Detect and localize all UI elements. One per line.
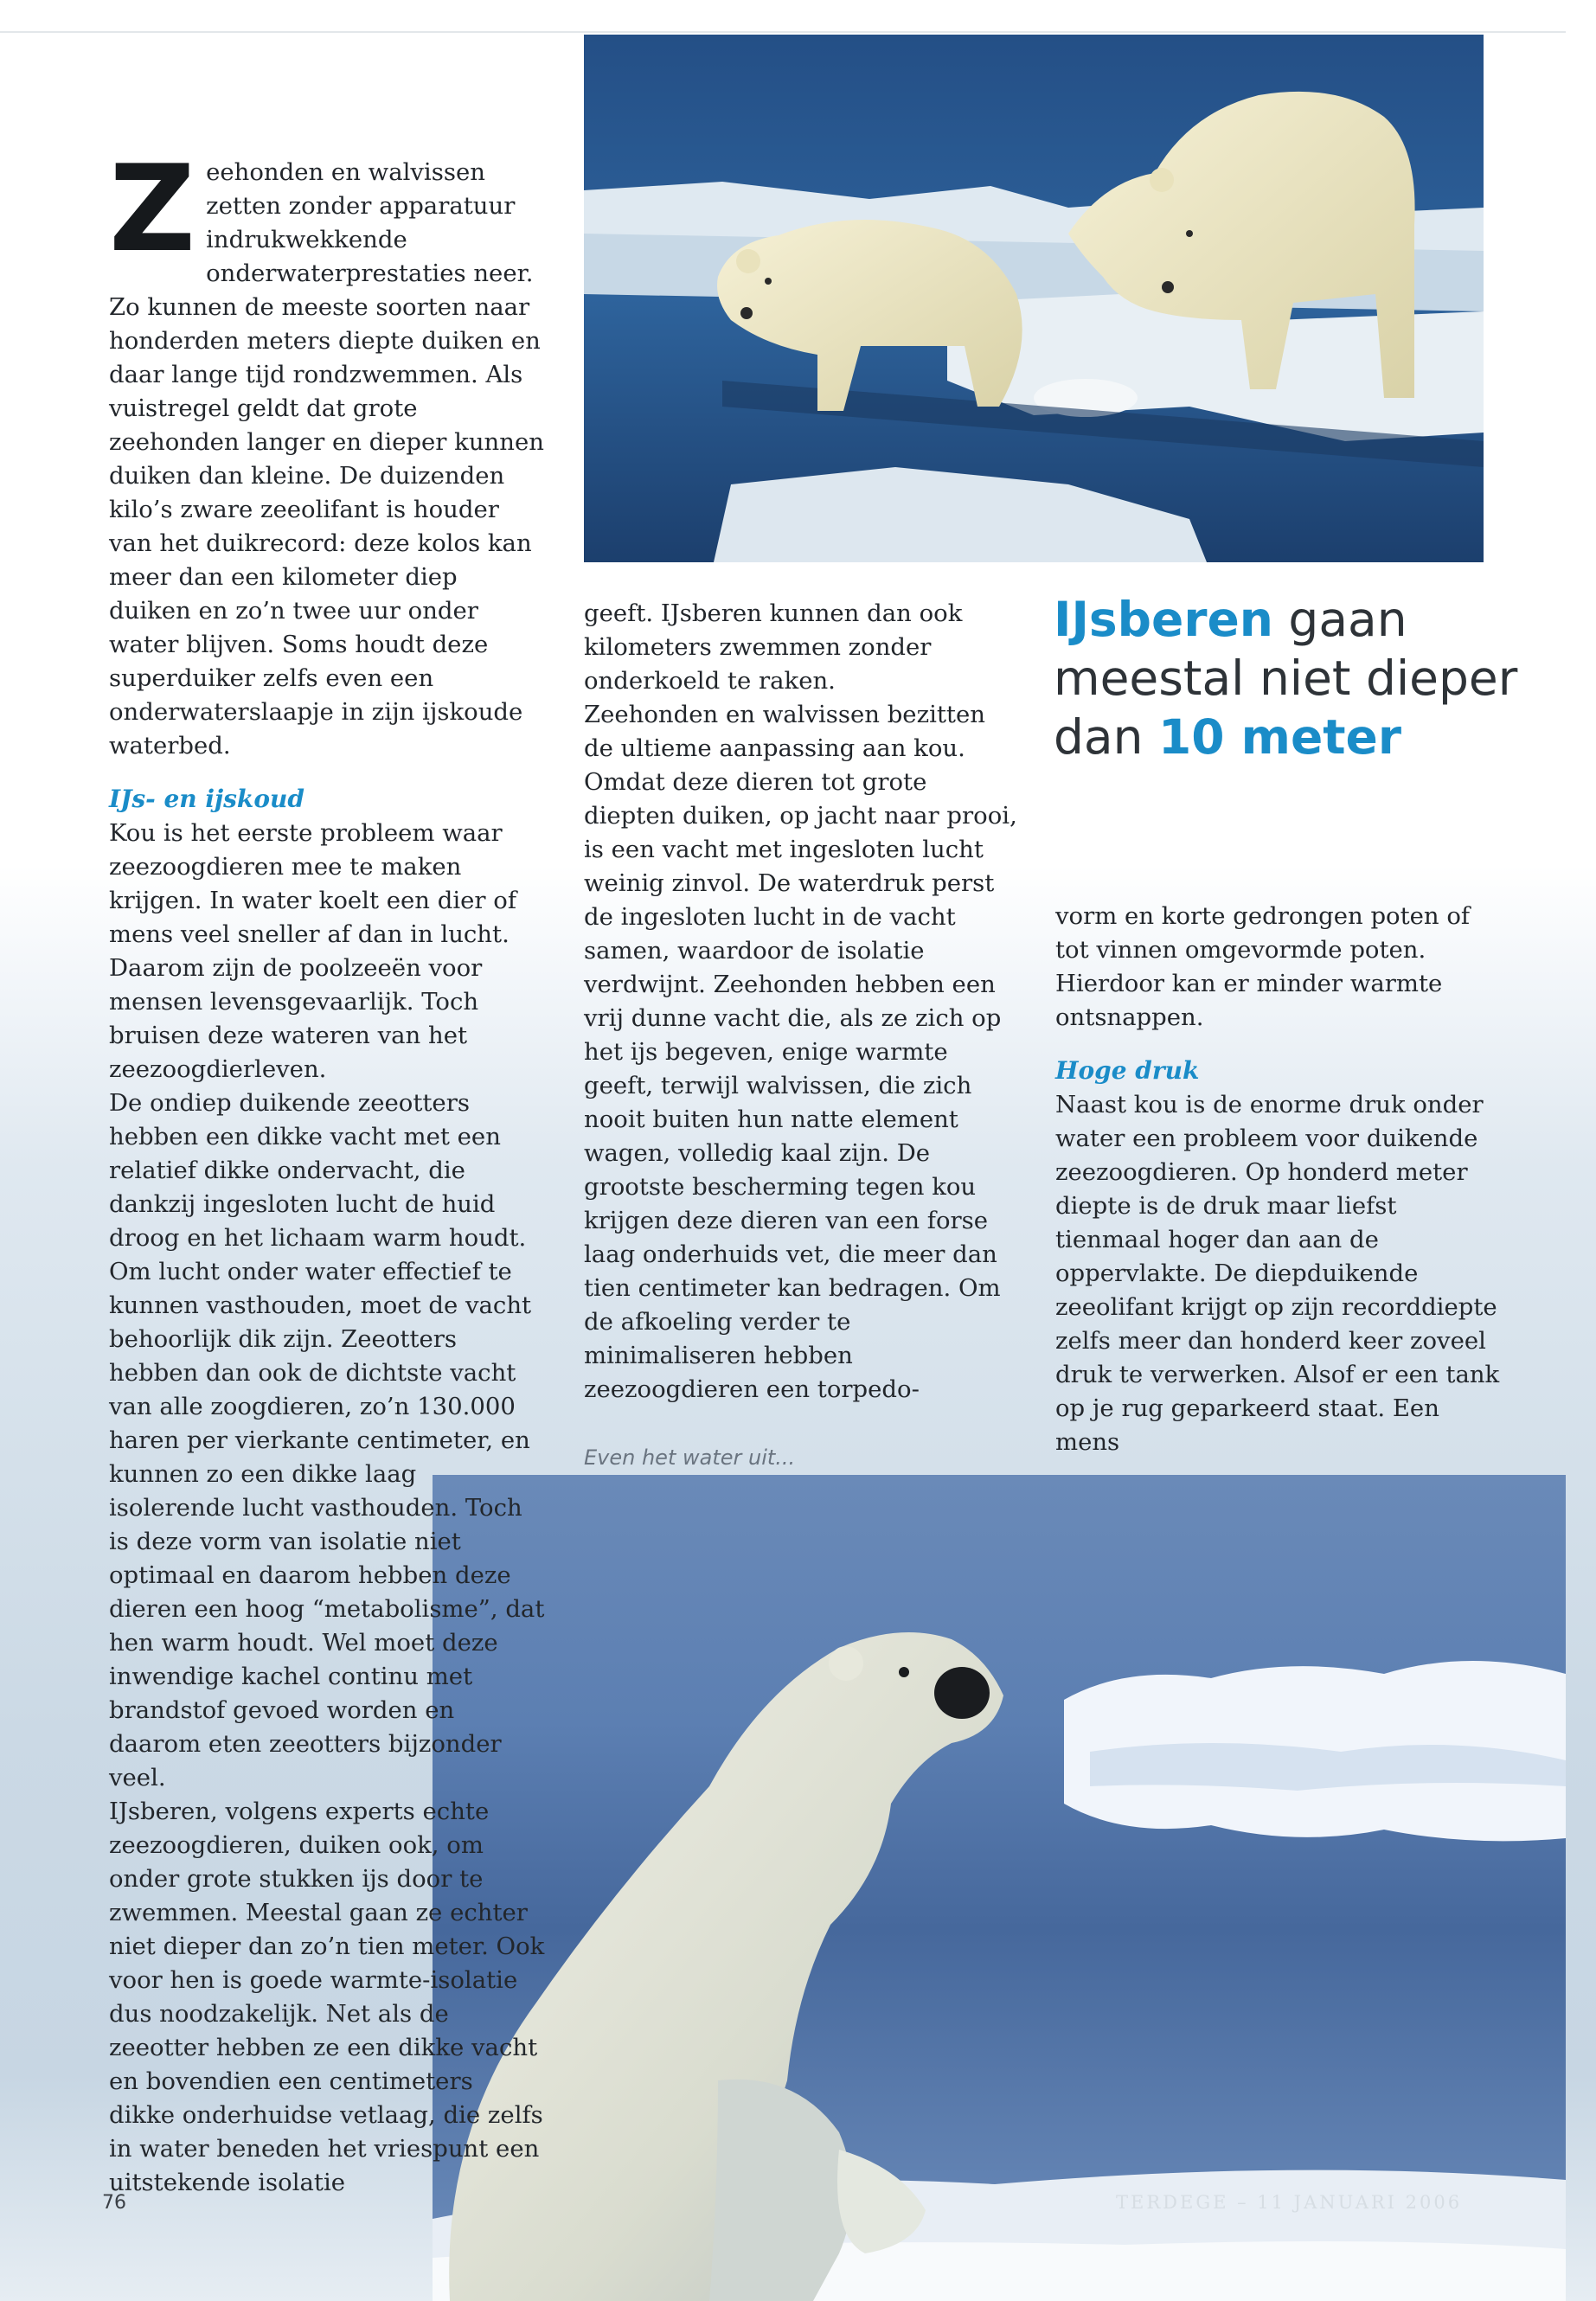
subhead-hoge-druk: Hoge druk xyxy=(1055,1056,1200,1085)
paragraph-torpedovorm: vorm en korte gedrongen poten of tot vinnen omgevormde poten. Hierdoor kan er minder warmte ontsnappen. xyxy=(1055,902,1471,1031)
polar-bear-climbing-image xyxy=(433,1475,1566,2301)
paragraph-ijsberen: IJsberen, volgens experts echte zeezoogdieren, duiken ook, om onder grote stukken ijs door te zwemmen. Meestal gaan ze echter niet dieper dan zo’n tien meter. Ook voor hen is goede warmte-isolatie dus noodzakelijk. Net als de zeeotter hebben ze een dikke vacht en bovendien een centimeters dikke onderhuidse vetlaag, die zelfs in water beneden het vriespunt een uitstekende isolatie xyxy=(109,1798,545,2196)
pull-quote-highlight-10-meter: 10 meter xyxy=(1157,709,1401,765)
paragraph-druk: Naast kou is de enorme druk onder water een probleem voor duikende zeezoogdieren. Op honderd meter diepte is de druk maar liefst tienmaal hoger dan aan de oppervlakte. De diepduikende zeeolifant krijgt op zijn recorddiepte zelfs meer dan honderd keer zoveel druk te verwerken. Alsof er een tank op je rug geparkeerd staat. Een mens xyxy=(1055,1091,1500,1456)
continuation-caption: Even het water uit... xyxy=(584,1445,796,1470)
pull-quote xyxy=(1054,590,1538,766)
paragraph-ijsberen-continued: geeft. IJsberen kunnen dan ook kilometers zwemmen zonder onderkoeld te raken. xyxy=(584,599,963,695)
subhead-ijs-en-ijskoud: IJs- en ijskoud xyxy=(109,785,304,813)
paragraph-zeeotters: De ondiep duikende zeeotters hebben een dikke vacht met een relatief dikke ondervacht, die dankzij ingesloten lucht de huid droog en het lichaam warm houdt. Om lucht onder water effectief te kunnen vasthouden, moet de vacht behoorlijk dik zijn. Zeeotters hebben dan ook de dichtste vacht van alle zoogdieren, zo’n 130.000 haren per vierkante centimeter, en kunnen zo een dikke laag isolerende lucht vasthouden. Toch is deze vorm van isolatie niet optimaal en daarom hebben deze dieren een hoog “metabolisme”, dat hen warm houdt. Wel moet deze inwendige kachel continu met brandstof gevoed worden en daarom eten zeeotters bijzonder veel. xyxy=(109,1089,545,1791)
photo-polar-bear-climbing xyxy=(433,1475,1566,2301)
magazine-footer xyxy=(1116,2192,1462,2213)
photo-polar-bear-cubs xyxy=(584,35,1484,562)
magazine-name: TERDEGE xyxy=(1116,2192,1229,2213)
article-column-1 xyxy=(109,139,546,2200)
article-column-3 xyxy=(1055,900,1505,1459)
issue-date: 11 JANUARI 2006 xyxy=(1257,2192,1463,2213)
footer-separator: – xyxy=(1228,2192,1258,2213)
page-number: 76 xyxy=(102,2192,126,2214)
intro-paragraph xyxy=(109,139,546,763)
pull-quote-highlight-ijsberen: IJsberen xyxy=(1054,592,1273,647)
polar-bear-cubs-image xyxy=(584,35,1484,562)
article-column-2 xyxy=(584,597,1021,1475)
intro-text: eehonden en walvissen zetten zonder apparatuur indrukwekkende onderwaterprestaties neer. Zo kunnen de meeste soorten naar honderden meters diepte duiken en daar lange tijd rondzwemmen. Als vuistregel geldt dat grote zeehonden langer en dieper kunnen duiken dan kleine. De duizenden kilo’s zware zeeolifant is houder van het duikrecord: deze kolos kan meer dan een kilometer diep duiken en zo’n twee uur onder water blijven. Soms houdt deze superduiker zelfs even een onderwaterslaapje in zijn ijskoude waterbed. xyxy=(109,158,544,760)
paragraph-zeehonden-walvissen: Zeehonden en walvissen bezitten de ultieme aanpassing aan kou. Omdat deze dieren tot grote diepten duiken, op jacht naar prooi, is een vacht met ingesloten lucht weinig zinvol. De waterdruk perst de ingesloten lucht in de vacht samen, waardoor de isolatie verdwijnt. Zeehonden hebben een vrij dunne vacht die, als ze zich op het ijs begeven, enige warmte geeft, terwijl walvissen, die zich nooit buiten hun natte element wagen, volledig kaal zijn. De grootste bescherming tegen kou krijgen deze dieren van een forse laag onderhuids vet, die meer dan tien centimeter kan bedragen. Om de afkoeling verder te minimaliseren hebben zeezoogdieren een torpedo- xyxy=(584,701,1017,1403)
drop-cap: Z xyxy=(109,139,196,279)
paragraph-kou: Kou is het eerste probleem waar zeezoogdieren mee te maken krijgen. In water koelt een dier of mens veel sneller af dan in lucht. Daarom zijn de poolzeeën voor mensen levensgevaarlijk. Toch bruisen deze wateren van het zeezoogdierleven. xyxy=(109,819,517,1083)
pull-quote-text: gaan meestal niet dieper dan xyxy=(1054,592,1518,765)
top-divider xyxy=(0,31,1566,33)
